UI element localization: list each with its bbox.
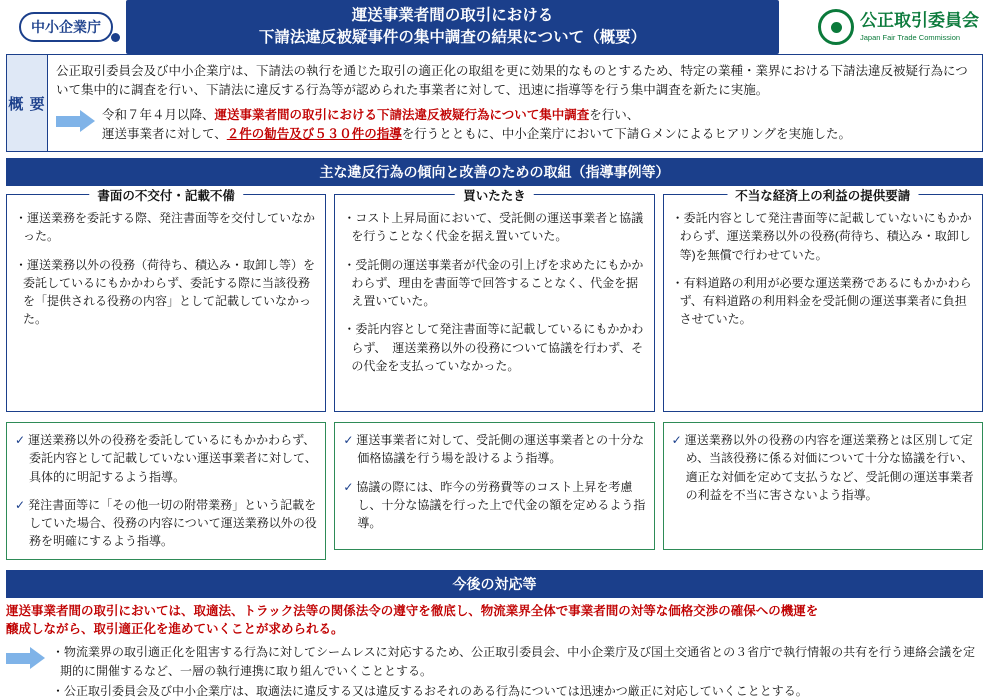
issue-bullet: ・コスト上昇局面において、受託側の運送事業者と協議を行うことなく代金を据え置いていた。 (343, 211, 644, 244)
jftc-logo-en: Japan Fair Trade Commission (860, 32, 961, 42)
issue-box-1 (6, 189, 326, 412)
future-band: 今後の対応等 (6, 570, 983, 598)
column-shomen (6, 189, 326, 559)
issue-box-2-legend: 買いたたき (455, 186, 534, 204)
future-lead-line1: 運送事業者間の取引においては、取適法、トラック法等の関係法令の遵守を徹底し、物流業界全体で事業者間の対等な価格交渉の確保への機運を (6, 603, 819, 618)
page-title-line2: 下請法違反被疑事件の集中調査の結果について（概要） (258, 29, 647, 46)
chusho-logo-label: 中小企業庁 (19, 12, 113, 42)
action-box-2 (334, 422, 654, 550)
issue-bullet: ・有料道路の利用が必要な運送業務であるにもかかわらず、有料道路の利用料金を受託側の運送事業者に負担させていた。 (671, 275, 972, 327)
summary-hl-1b: 運送事業者間の取引における下請法違反被疑行為について集中調査 (214, 107, 590, 122)
page-title (126, 0, 779, 54)
summary-section (6, 54, 983, 152)
summary-hl-1c: を行い、 (589, 107, 640, 122)
future-section (6, 602, 983, 700)
action-box-1 (6, 422, 326, 559)
violation-columns (6, 189, 983, 559)
future-bullet: ・物流業界の取引適正化を阻害する行為に対してシームレスに対応するため、公正取引委員会、中小企業庁及び国土交通省との３省庁で執行情報の共有を行う連絡会議を定期的に開催するなど、一層の執行連携に取り組んでいくこととする。 (52, 645, 976, 678)
action-item: ✓ 発注書面等に「その他一切の附帯業務」という記載をしていた場合、役務の内容について運送業務以外の役務を明確にするよう指導。 (15, 497, 317, 549)
header (0, 0, 989, 50)
summary-hl-2c: を行うとともに、中小企業庁において下請Ｇメンによるヒアリングを実施した。 (401, 126, 852, 141)
check-icon: ✓ (343, 479, 354, 494)
issue-bullet: ・委託内容として発注書面等に記載していないにもかかわらず、運送業務以外の役務(荷待ち、積込み・取卸し等)を無償で行わせていた。 (671, 211, 972, 262)
action-item: ✓ 運送事業者に対して、受託側の運送事業者との十分な価格協議を行う場を設けるよう指導。 (343, 433, 645, 466)
arrow-right-icon (56, 110, 96, 132)
issue-bullet: ・受託側の運送事業者が代金の引上げを求めたにもかかわらず、理由を書面等で回答することなく、代金を据え置いていた。 (343, 257, 644, 309)
check-icon: ✓ (15, 497, 26, 512)
column-futo-rieki (663, 189, 983, 559)
column-kaitataki (334, 189, 654, 559)
page-title-line1: 運送事業者間の取引における (351, 6, 554, 24)
jftc-logo (779, 9, 983, 45)
issue-box-3-legend: 不当な経済上の利益の提供要請 (727, 186, 918, 204)
issue-box-1-legend: 書面の不交付・記載不備 (89, 186, 243, 204)
summary-paragraph: 公正取引委員会及び中小企業庁は、下請法の執行を通じた取引の適正化の取組を更に効果的なものとするため、特定の業種・業界における下請法違反被疑行為について集中的に調査を行い、下請法に違反する行為等が認められた事業者に対して、迅速に指導等を行う集中調査を新たに実施。 (56, 64, 968, 97)
arrow-right-icon (6, 647, 46, 669)
summary-highlight (56, 106, 974, 145)
jftc-emblem-icon (818, 9, 854, 45)
action-item: ✓ 運送業務以外の役務を委託しているにもかかわらず、委託内容として記載していない運送事業者に対して、具体的に明記するよう指導。 (15, 433, 317, 484)
issue-box-2 (334, 189, 654, 412)
section-band: 主な違反行為の傾向と改善のための取組（指導事例等） (6, 158, 983, 186)
action-box-3 (663, 422, 983, 550)
future-lead-line2: 醸成しながら、取引適正化を進めていくことが求められる。 (6, 622, 344, 637)
jftc-logo-jp: 公正取引委員会 (860, 10, 979, 30)
check-icon: ✓ (15, 433, 26, 448)
issue-box-3 (663, 189, 983, 412)
action-item: ✓ 協議の際には、昨今の労務費等のコスト上昇を考慮し、十分な協議を行った上で代金の額を定めるよう指導。 (343, 479, 646, 531)
summary-hl-2a: 運送事業者に対して、 (102, 126, 227, 141)
future-bullet: ・公正取引委員会及び中小企業庁は、取適法に違反する又は違反するおそれのある行為については迅速かつ厳正に対応していくこととする。 (52, 684, 808, 699)
issue-bullet: ・運送業務以外の役務（荷待ち、積込み・取卸し等）を委託しているにもかかわらず、委託する際に当該役務を「提供される役務の内容」として記載していなかった。 (15, 257, 316, 327)
issue-bullet: ・運送業務を委託する際、発注書面等を交付していなかった。 (15, 211, 316, 244)
chusho-logo (6, 12, 126, 42)
check-icon: ✓ (671, 433, 682, 448)
action-item: ✓ 運送業務以外の役務の内容を運送業務とは区別して定め、当該役務に係る対価について十分な協議を行い、適正な対価を定めて支払うなど、受託側の運送事業者の利益を不当に害さないよう指導。 (671, 433, 974, 502)
summary-label: 概 要 (7, 55, 48, 151)
issue-bullet: ・委託内容として発注書面等に記載しているにもかかわらず、 運送業務以外の役務について協議を行わず、その代金を支払っていなかった。 (343, 322, 644, 373)
summary-hl-2b: ２件の勧告及び５３０件の指導 (226, 126, 402, 141)
check-icon: ✓ (343, 433, 354, 448)
summary-hl-1a: 令和７年４月以降、 (102, 107, 215, 122)
